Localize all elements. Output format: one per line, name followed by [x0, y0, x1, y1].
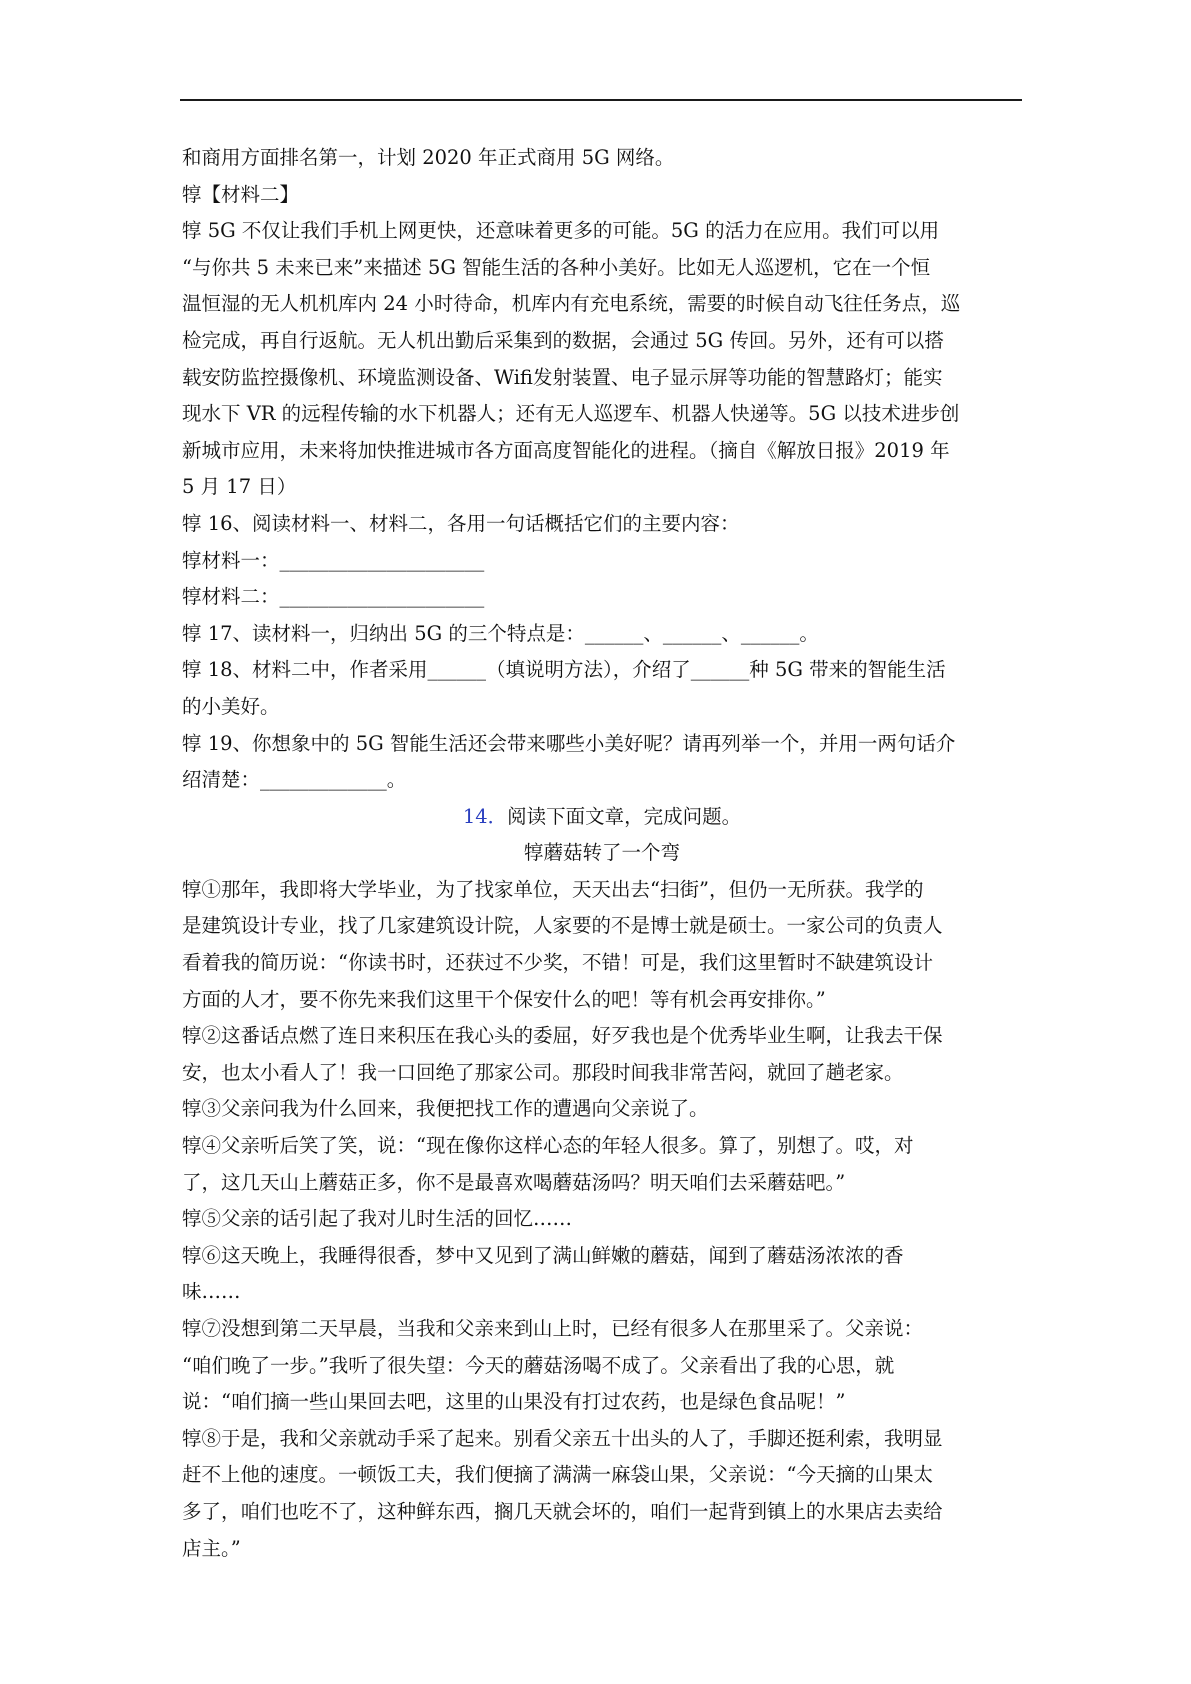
paragraph-line: 犉⑧于是，我和父亲就动手采了起来。别看父亲五十出头的人了，手脚还挺利索，我明显 [182, 1426, 943, 1450]
question-instruction: 阅读下面文章，完成问题。 [507, 804, 742, 828]
question-18-continued: 的小美好。 [182, 694, 280, 718]
paragraph-line: 多了，咱们也吃不了，这种鲜东西，搁几天就会坏的，咱们一起背到镇上的水果店去卖给 [182, 1499, 943, 1523]
paragraph-line: 看着我的简历说：“你读书时，还获过不少奖，不错！可是，我们这里暂时不缺建筑设计 [182, 951, 933, 975]
text-line: 温恒湿的无人机机库内 24 小时待命，机库内有充电系统，需要的时候自动飞往任务点，巡 [182, 292, 961, 316]
material-two-section [182, 140, 1022, 799]
question-18: 犉 18、材料二中，作者采用______（填说明方法），介绍了______种 5G 带来的智能生活 [182, 658, 946, 682]
question-19: 犉 19、你想象中的 5G 智能生活还会带来哪些小美好呢？请再列举一个，并用一两句话介 [182, 731, 956, 755]
question-16: 犉 16、阅读材料一、材料二，各用一句话概括它们的主要内容： [182, 511, 740, 535]
paragraph-line: 赶不上他的速度。一顿饭工夫，我们便摘了满满一麻袋山果，父亲说：“今天摘的山果太 [182, 1463, 933, 1487]
paragraph-line: 了，这几天山上蘑菇正多，你不是最喜欢喝蘑菇汤吗？明天咱们去采蘑菇吧。” [182, 1170, 846, 1194]
paragraph-line: 味…… [182, 1280, 241, 1304]
paragraph-line: 说：“咱们摘一些山果回去吧，这里的山果没有打过农药，也是绿色食品呢！” [182, 1390, 846, 1414]
text-line: 现水下 VR 的远程传输的水下机器人；还有无人巡逻车、机器人快递等。5G 以技术进步创 [182, 402, 960, 426]
paragraph-line: 犉⑦没想到第二天早晨，当我和父亲来到山上时，已经有很多人在那里采了。父亲说： [182, 1317, 924, 1340]
text-line: 犉 5G 不仅让我们手机上网更快，还意味着更多的可能。5G 的活力在应用。我们可以用 [182, 219, 940, 243]
text-line: 5 月 17 日） [182, 475, 297, 499]
header-rule [180, 99, 1022, 101]
answer-blank-material-one: 犉材料一：_____________________ [182, 548, 485, 572]
paragraph-line: 是建筑设计专业，找了几家建筑设计院，人家要的不是博士就是硕士。一家公司的负责人 [182, 914, 943, 938]
paragraph-line: 犉⑥这天晚上，我睡得很香，梦中又见到了满山鲜嫩的蘑菇，闻到了蘑菇汤浓浓的香 [182, 1243, 904, 1267]
question-17: 犉 17、读材料一，归纳出 5G 的三个特点是：______、______、______。 [182, 621, 819, 645]
question-number: 14． [462, 804, 508, 828]
paragraph-line: 犉①那年，我即将大学毕业，为了找家单位，天天出去“扫街”，但仍一无所获。我学的 [182, 877, 924, 901]
text-line: 检完成，再自行返航。无人机出勤后采集到的数据，会通过 5G 传回。另外，还有可以搭 [182, 328, 944, 352]
text-line: 载安防监控摄像机、环境监测设备、Wifi发射装置、电子显示屏等功能的智慧路灯；能实 [182, 365, 943, 389]
page-content [182, 140, 1022, 1567]
paragraph-line: 犉⑤父亲的话引起了我对儿时生活的回忆…… [182, 1207, 573, 1231]
text-line: 和商用方面排名第一，计划 2020 年正式商用 5G 网络。 [182, 146, 675, 169]
text-line: 新城市应用，未来将加快推进城市各方面高度智能化的进程。（摘自《解放日报》2019 年 [182, 438, 950, 462]
paragraph-line: 安，也太小看人了！我一口回绝了那家公司。那段时间我非常苦闷，就回了趟老家。 [182, 1060, 904, 1084]
paragraph-line: “咱们晚了一步。”我听了很失望：今天的蘑菇汤喝不成了。父亲看出了我的心思，就 [182, 1353, 895, 1377]
paragraph-line: 犉②这番话点燃了连日来积压在我心头的委屈，好歹我也是个优秀毕业生啊，让我去干保 [182, 1024, 943, 1048]
article-title: 犉蘑菇转了一个弯 [523, 841, 680, 865]
text-line: “与你共 5 未来已来”来描述 5G 智能生活的各种小美好。比如无人巡逻机，它在一个恒 [182, 255, 931, 279]
question-14-heading [182, 799, 1022, 836]
article-body [182, 872, 1022, 1567]
paragraph-line: 犉③父亲问我为什么回来，我便把找工作的遭遇向父亲说了。 [182, 1097, 709, 1121]
answer-blank-material-two: 犉材料二：_____________________ [182, 585, 485, 609]
material-two-heading: 犉【材料二】 [182, 182, 300, 206]
paragraph-line: 犉④父亲听后笑了笑，说：“现在像你这样心态的年轻人很多。算了，别想了。哎，对 [182, 1134, 914, 1158]
question-19-continued: 绍清楚：_____________。 [182, 768, 407, 792]
paragraph-line: 方面的人才，要不你先来我们这里干个保安什么的吧！等有机会再安排你。” [182, 987, 826, 1011]
paragraph-line: 店主。” [182, 1536, 241, 1560]
